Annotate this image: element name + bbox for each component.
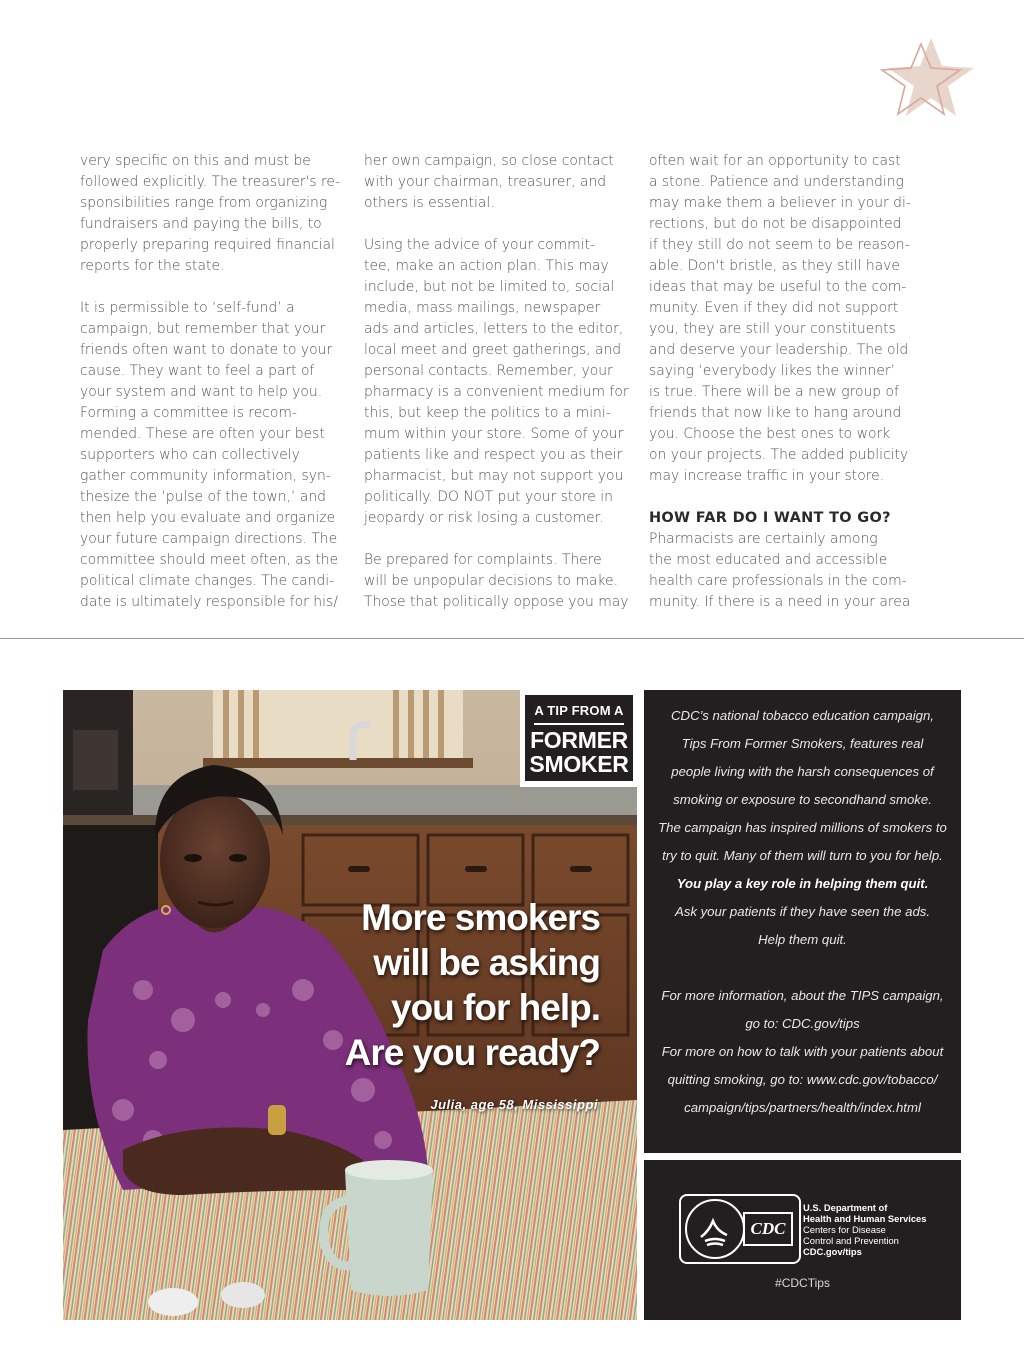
info-line: people living with the harsh consequences of xyxy=(671,764,934,779)
text-line: campaign, but remember that your xyxy=(80,321,326,337)
headline-line: Are you ready? xyxy=(344,1032,600,1073)
article-column-1 xyxy=(80,151,355,634)
text-line: politically. DO NOT put your store in xyxy=(364,489,613,505)
text-line: include, but not be limited to, social xyxy=(364,279,615,295)
text-line: mum within your store. Some of your xyxy=(364,426,624,442)
text-line: munity. Even if they did not support xyxy=(649,300,899,316)
text-line: will be unpopular decisions to make. xyxy=(364,573,618,589)
text-line: Forming a committee is recom- xyxy=(80,405,297,421)
stars-logo-icon xyxy=(876,36,986,126)
tip-badge xyxy=(520,690,637,787)
photo-caption: Julia, age 58, Mississippi xyxy=(430,1097,598,1112)
headline-line: you for help. xyxy=(391,987,600,1028)
org-line: U.S. Department of xyxy=(803,1202,888,1213)
text-line: It is permissible to ‘self-fund’ a xyxy=(80,300,295,316)
text-line: Pharmacists are certainly among xyxy=(649,531,878,547)
org-line: Health and Human Services xyxy=(803,1213,927,1224)
text-line: personal contacts. Remember, your xyxy=(364,363,613,379)
article-column-3 xyxy=(649,151,924,634)
hhs-seal-icon xyxy=(685,1199,745,1259)
tip-badge-rule xyxy=(534,723,624,725)
info-line: Help them quit. xyxy=(758,932,847,947)
info-link[interactable]: quitting smoking, go to: www.cdc.gov/tobacco/ xyxy=(667,1072,938,1087)
cdc-logo-box xyxy=(679,1194,801,1264)
text-line: often wait for an opportunity to cast xyxy=(649,153,901,169)
org-line: Control and Prevention xyxy=(803,1235,899,1246)
info-line: For more on how to talk with your patients about xyxy=(661,1044,944,1059)
text-line: and deserve your leadership. The old xyxy=(649,342,909,358)
info-link[interactable]: campaign/tips/partners/health/index.html xyxy=(684,1100,921,1115)
info-line: CDC’s national tobacco education campaign, xyxy=(671,708,934,723)
info-key-line: You play a key role in helping them quit. xyxy=(676,876,929,891)
tip-badge-former: FORMER xyxy=(530,727,628,753)
text-line: if they still do not seem to be reason- xyxy=(649,237,910,253)
text-line: thesize the ‘pulse of the town,’ and xyxy=(80,489,326,505)
text-line: may make them a believer in your di- xyxy=(649,195,911,211)
cdc-url[interactable]: CDC.gov/tips xyxy=(803,1246,862,1257)
text-line: is true. There will be a new group of xyxy=(649,384,899,400)
text-line: political climate changes. The candi- xyxy=(80,573,335,589)
text-line: tee, make an action plan. This may xyxy=(364,258,609,274)
text-line: her own campaign, so close contact xyxy=(364,153,614,169)
text-line: friends often want to donate to your xyxy=(80,342,333,358)
hashtag: #CDCTips xyxy=(775,1276,830,1290)
text-line: able. Don't bristle, as they still have xyxy=(649,258,900,274)
info-line: try to quit. Many of them will turn to you for help. xyxy=(662,848,943,863)
tip-badge-smoker: SMOKER xyxy=(529,751,629,777)
info-line: The campaign has inspired millions of smokers to xyxy=(658,820,947,835)
cdc-org-text xyxy=(803,1202,926,1257)
info-line: Ask your patients if they have seen the ads. xyxy=(674,904,931,919)
text-line: gather community information, syn- xyxy=(80,468,331,484)
text-line: Be prepared for complaints. There xyxy=(364,552,602,568)
info-line: Tips From Former Smokers, features real xyxy=(681,736,924,751)
article-column-2 xyxy=(364,151,639,634)
paragraph xyxy=(364,235,639,529)
text-line: properly preparing required financial xyxy=(80,237,335,253)
tip-badge-inner xyxy=(525,695,633,781)
text-line: may increase traffic in your store. xyxy=(649,468,885,484)
text-line: reports for the state. xyxy=(80,258,225,274)
info-link[interactable]: go to: CDC.gov/tips xyxy=(745,1016,860,1031)
text-line: Those that politically oppose you may xyxy=(364,594,629,610)
text-line: media, mass mailings, newspaper xyxy=(364,300,601,316)
text-line: the most educated and accessible xyxy=(649,552,888,568)
text-line: mended. These are often your best xyxy=(80,426,325,442)
text-line: supporters who can collectively xyxy=(80,447,300,463)
info-line: smoking or exposure to secondhand smoke. xyxy=(673,792,932,807)
text-line: fundraisers and paying the bills, to xyxy=(80,216,322,232)
text-line: rections, but do not be disappointed xyxy=(649,216,902,232)
text-line: others is essential. xyxy=(364,195,495,211)
text-line: sponsibilities range from organizing xyxy=(80,195,328,211)
text-line: ads and articles, letters to the editor, xyxy=(364,321,624,337)
text-line: patients like and respect you as their xyxy=(364,447,623,463)
text-line: jeopardy or risk losing a customer. xyxy=(364,510,604,526)
paragraph xyxy=(80,151,355,277)
text-line: this, but keep the politics to a mini- xyxy=(364,405,611,421)
text-line: munity. If there is a need in your area xyxy=(649,594,911,610)
paragraph xyxy=(649,151,924,487)
text-line: on your projects. The added publicity xyxy=(649,447,909,463)
text-line: Using the advice of your commit- xyxy=(364,237,596,253)
text-line: you. Choose the best ones to work xyxy=(649,426,891,442)
paragraph xyxy=(364,550,639,613)
section-heading: HOW FAR DO I WANT TO GO? xyxy=(649,510,891,526)
text-line: local meet and greet gatherings, and xyxy=(364,342,622,358)
ad-info-panel xyxy=(644,690,961,1153)
cdc-logo-panel xyxy=(644,1160,961,1320)
text-line: followed explicitly. The treasurer's re- xyxy=(80,174,340,190)
text-line: saying ‘everybody likes the winner’ xyxy=(649,363,895,379)
paragraph xyxy=(649,529,924,613)
tip-badge-small-text: A TIP FROM A xyxy=(534,703,624,718)
text-line: your system and want to help you. xyxy=(80,384,323,400)
text-line: health care professionals in the com- xyxy=(649,573,907,589)
info-line: For more information, about the TIPS campaign, xyxy=(661,988,944,1003)
spacer xyxy=(644,954,961,982)
paragraph xyxy=(80,298,355,613)
text-line: date is ultimately responsible for his/ xyxy=(80,594,338,610)
text-line: friends that now like to hang around xyxy=(649,405,902,421)
cdc-logo-mark: CDC xyxy=(743,1212,793,1246)
section-divider xyxy=(0,638,1024,639)
text-line: then help you evaluate and organize xyxy=(80,510,336,526)
text-line: ideas that may be useful to the com- xyxy=(649,279,907,295)
text-line: your future campaign directions. The xyxy=(80,531,338,547)
headline-line: More smokers xyxy=(361,897,600,938)
text-line: committee should meet often, as the xyxy=(80,552,339,568)
text-line: you, they are still your constituents xyxy=(649,321,896,337)
ad-headline xyxy=(330,895,600,1075)
text-line: very specific on this and must be xyxy=(80,153,311,169)
text-line: pharmacy is a convenient medium for xyxy=(364,384,629,400)
ad-info-text xyxy=(644,702,961,1122)
text-line: cause. They want to feel a part of xyxy=(80,363,315,379)
text-line: with your chairman, treasurer, and xyxy=(364,174,607,190)
headline-line: will be asking xyxy=(373,942,600,983)
text-line: pharmacist, but may not support you xyxy=(364,468,624,484)
text-line: a stone. Patience and understanding xyxy=(649,174,904,190)
paragraph xyxy=(364,151,639,214)
org-line: Centers for Disease xyxy=(803,1224,886,1235)
